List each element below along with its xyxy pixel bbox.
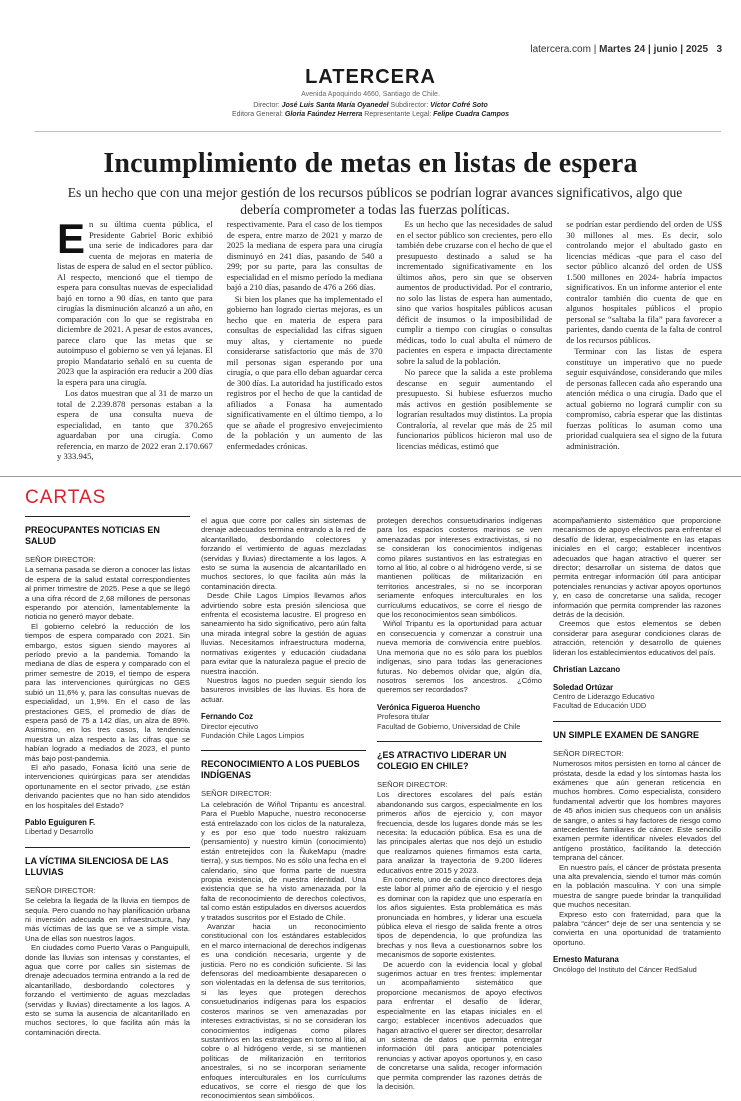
section-divider	[0, 476, 741, 477]
editorial-deck: Es un hecho que con una mejor gestión de los recursos públicos se podrían lograr avances significativos, algo que debería comprometer a todas las fuerzas políticas.	[67, 185, 683, 217]
letter-signature: Ernesto Maturana Oncólogo del Instituto del Cáncer RedSalud	[553, 955, 697, 974]
drop-cap: E	[57, 215, 86, 262]
letter-title: RECONOCIMIENTO A LOS PUEBLOS INDÍGENAS	[201, 750, 366, 781]
section-title: CARTAS	[25, 487, 107, 508]
divider	[35, 131, 721, 132]
editorial-column: respectivamente. Para el caso de los tiempos de espera, entre marzo de 2021 y marzo de 2025 la mediana de espera para una cirugía disminuyó en 241 días, pasando de 540 a 299; por su parte, para las consultas de especialidad en el mismo período la mediana bajó a 210 días, pasando de 476 a 266 días. Si bien los planes que ha implementado el gobierno han logrado ciertas mejoras, es un hecho que en materia de espera para consultas de especialidad las cifras siguen muy altas, y ciertamente no puede considerarse satisfactorio que más de 370 mil personas sigan esperando por una cirugía, o que para ello deban aguardar cerca de 300 días. La autoridad ha justificado estos registros por el hecho de que la cantidad de afiliados a Fonasa ha aumentado significativamente en el último tiempo, a lo que se añade el progresivo envejecimiento de la población y un aumento de las enfermedades crónicas.	[226, 219, 383, 451]
editorial-column: En su última cuenta pública, el Presidente Gabriel Boric exhibió una serie de indicadores para dar cuenta de mejoras en materia de listas de espera de salud en el sector público. Al respecto, mencionó que el tiempo de espera para consultas nuevas de especialidad bajó en torno a 90 días, en tanto que para cirugías la disminución alcanzó a un año, en comparación con lo que se registraba en diciembre de 2021. A pesar de estos avances, parece claro que las metas que se autoimpuso el gobierno se ven yá lejanas. El propio Mandatario señaló en su cuenta de 2023 que la aspiración era reducir a 200 días la espera para una cirugía. Los datos muestran que al 31 de marzo un total de 2.239.878 personas estaban a la espera de una consulta nueva de especialidad, en tanto que 370.265 aguardaban por una cirugía. Como referencia, en marzo de 2022 eran 2.170.667 y 333.945,	[57, 215, 213, 461]
letter-signature: Verónica Figueroa Huencho Profesora titular Facultad de Gobierno, Universidad de Chile	[377, 702, 521, 731]
editorial-column: se podrían estar perdiendo del orden de US$ 30 millones al mes. Es decir, solo controlando mejor el abultado gasto en licencias médicas -que para el caso del sector público alcanzó del orden de US$ 1.500 millones en 2024- habría impactos significativos. En un informe anterior el ente contralor también dio cuenta de que en algunos hospitales públicos el propio personal se “saltaba la fila” para favorecer a parientes, dando cuenta de la falta de control de los recursos públicos. Terminar con las listas de espera constituye un imperativo que no puede seguir esquivándose, considerando que miles de personas fallecen cada año esperando una atención médica o una cirugía. Dado que el actual gobierno no logrará cumplir con su compromiso, cabría esperar que las distintas fuerzas políticas lo asuman como una prioridad cualquiera sea el signo de la futura administración.	[566, 219, 722, 451]
editorial-headline: Incumplimiento de metas en listas de espera	[103, 148, 638, 179]
page-number: 3	[716, 44, 722, 55]
letter-title: PREOCUPANTES NOTICIAS EN SALUD	[25, 516, 190, 547]
page-header: latercera.com | Martes 24 | junio | 2025 3	[530, 44, 722, 55]
letter-title: ¿ES ATRACTIVO LIDERAR UN COLEGIO EN CHILE?	[377, 741, 542, 772]
masthead	[0, 66, 741, 119]
letter-signature: Christian Lazcano Soledad Ortúzar Centro de Liderazgo Educativo Facultad de Educación UDD	[553, 665, 655, 711]
letter-title: LA VÍCTIMA SILENCIOSA DE LAS LLUVIAS	[25, 847, 190, 878]
editorial-body	[57, 215, 722, 462]
letter-signature: Fernando Coz Director ejecutivo Fundación Chile Lagos Limpios	[201, 712, 305, 740]
issue-date: Martes 24 | junio | 2025	[599, 44, 709, 55]
letter-title: UN SIMPLE EXAMEN DE SANGRE	[553, 721, 721, 741]
site-name[interactable]: latercera.com	[530, 44, 591, 55]
letters-column: PREOCUPANTES NOTICIAS EN SALUD SEÑOR DIRECTOR: La semana pasada se dieron a conocer las listas de espera de la salud estatal correspondientes al primer trimestre de 2025. Pese a que se llegó a una cifra récord de 2,68 millones de personas esperando por atención, lamentablemente la noticia no generó mayor debate. El gobierno celebró la reducción de los tiempos de espera comparado con 2021. Sin embargo, estos siguen siendo mayores al período previo a la pandemia. Tomando la mediana de días de espera y comparado con el primer semestre de 2019, el tiempo de espera para las intervenciones quirúrgicas no GES subió un 11,6% y, para las consultas nuevas de especialidad, un 1,9%. En el caso de las prestaciones GES, el promedio de días de espera pasó de 75 a 142 días, un alza de 89%. Asimismo, en los tres casos, la tendencia muestra un alza respecto a las cifras que se habían logrado a mediados de 2023, el punto más bajo post-pandemia. El año pasado, Fonasa licitó una serie de intervenciones quirúrgicas para ser atendidas oportunamente en el sector privado, ¿se están derivando pacientes que no han sido atendidos en los hospitales del Estado? Pablo Eguiguren F. Libertad y Desarrollo LA VÍCTIMA SILENCIOSA DE LAS LLUVIAS SEÑOR DIRECTOR: Se celebra la llegada de la lluvia en tiempos de sequía. Pero cuando no hay planificación urbana ni inversión adecuada en infraestructura, hay más víctimas de las que se ve a simple vista. Una de ellas son nuestros lagos. En ciudades como Puerto Varas o Panguipulli, donde las lluvias son intensas y constantes, el agua que corre por calles sin sistemas de drenaje adecuados termina entrando a la red de alcantarillado, desbordando colectores y forzando el vertimiento de aguas mezcladas (servidas y lluvias) directamente a los lagos. A esto se suma la ausencia de alcantarillado en muchos sectores, lo que facilita aún más la contaminación directa.	[25, 516, 190, 1024]
letters-section	[25, 516, 722, 1101]
staff-credits: Director: José Luis Santa María Oyanedel Subdirector: Víctor Cofré Soto Editora General: Gloria Faúndez Herrera Representante Legal: Felipe Cuadra Campos	[231, 102, 510, 118]
newspaper-logo[interactable]: LATERCERA	[305, 66, 436, 88]
letters-column: el agua que corre por calles sin sistemas de drenaje adecuados termina entrando a la red de alcantarillado, desbordando colectores y forzando el vertimiento de aguas mezcladas (servidas y lluvias) directamente a los lagos. A esto se suma la ausencia de alcantarillado en muchos sectores, lo que facilita aún más la contaminación directa. Desde Chile Lagos Limpios llevamos años advirtiendo sobre esta presión silenciosa que enfrenta el ecosistema lacustre. El progreso en saneamiento ha sido significativo, pero aún falta una mirada integral sobre la gestión de aguas lluvias. Necesitamos infraestructura moderna, normativas exigentes y educación ciudadana para evitar que la naturaleza pague el precio de nuestra inacción. Nuestros lagos no pueden seguir siendo los basureros invisibles de las lluvias. Es hora de actuar. Fernando Coz Director ejecutivo Fundación Chile Lagos Limpios RECONOCIMIENTO A LOS PUEBLOS INDÍGENAS SEÑOR DIRECTOR: La celebración de Wiñol Tripantu es ancestral. Para el Pueblo Mapuche, nuestro reconocerse está entrelazado con los ciclos de la naturaleza, y es por eso que todo nuestro rakizuam (pensamiento) y nuestro kimün (conocimiento) están entretejidos con la ÑukeMapu (madre tierra), y sus tiempos. No es sólo una fecha en el calendario, sino que forma parte de nuestra propia existencia, de nuestra identidad. Una existencia que se ha visto amenazada por la falta de reconocimiento de derechos colectivos, tal como están estipulados en diversos acuerdos y tratados suscritos por el Estado de Chile. Avanzar hacia un reconocimiento constitucional con los estándares establecidos en el marco internacional de derechos indígenas es una condición necesaria, urgente y de justicia. Pero no es condición suficiente. Si las defensoras del medioambiente desaparecen o son violentadas en la defensa de sus territorios, si las leyes que protegen derechos consuetudinarios indígenas para los espacios costeros marinos se ven amenazadas por intereses extractivistas, si no se consideran los conocimientos indígenas como pilares sustantivos en las estrategias en torno al litio, al cobre o al hidrógeno verde, si se mantienen políticas de militarización en territorios ancestrales, si no se incorporan seriamente enfoques interculturales en los currículums educativos, se corre el riesgo de que los reconocimientos sean simbólicos.	[201, 516, 366, 1101]
letters-column: protegen derechos consuetudinarios indígenas para los espacios costeros marinos se ven amenazadas por intereses extractivistas, si no se consideran los conocimientos indígenas como pilares sustantivos en las estrategias en torno al litio, al cobre o al hidrógeno verde, si se mantienen políticas de militarización en territorios ancestrales, si no se incorporan seriamente enfoques interculturales en los currículums educativos, se corre el riesgo de que los reconocimientos sean simbólicos. Wiñol Tripantu es la oportunidad para actuar en consecuencia y comenzar a construir una nueva memoria de convivencia entre pueblos. Una memoria que no es sólo para los pueblos indígenas, sino para todas las generaciones futuras. No debemos olvidar que, algún día, nosotros seremos los ancestros. ¿Cómo queremos ser recordados? Verónica Figueroa Huencho Profesora titular Facultad de Gobierno, Universidad de Chile ¿ES ATRACTIVO LIDERAR UN COLEGIO EN CHILE? SEÑOR DIRECTOR: Los directores escolares del país están abandonando sus cargos, especialmente en los primeros años de ejercicio y, con mayor frecuencia, desde los lugares donde más se les necesita: la educación pública. Esa es una de las principales alertas que nos dejó un estudio que realizamos quienes firmamos esta carta, para analizar la trayectoria de 9.200 líderes educativos entre 2015 y 2023. En concreto, uno de cada cinco directores deja este labor al primer año de ejercicio y el riesgo es dominar con la rapidez que uno esperaría en los años siguientes. Esta problemática es más pronunciada en hombres, y liderar una escuela pública eleva el riesgo de salida frente a otros tipos de dependencia, lo que profundiza las brechas y nos lleva a cuestionarnos sobre los mecanismos de soporte existentes. De acuerdo con la evidencia local y global sugerimos actuar en tres frentes: implementar un acompañamiento sistemático que proporcione mecanismos de apoyo efectivos para enfrentar el desafío de liderar, especialmente en las etapas iniciales en el cargo; establecer incentivos adecuados que hagan atractivo el querer ser director; desarrollar un sistema de datos que permita entregar información útil para anticipar potenciales renuncias y activar apoyos oportunos y, en caso de concretarse una salida, recoger información que permita comprender las razones detrás de la decisión.	[377, 516, 542, 1091]
letters-column: acompañamiento sistemático que proporcione mecanismos de apoyo efectivos para enfrentar el desafío de liderar, especialmente en las etapas iniciales en el cargo; establecer incentivos adecuados que hagan atractivo el querer ser director; desarrollar un sistema de datos que permita entregar información útil para anticipar potenciales renuncias y activar apoyos oportunos y, en caso de concretarse una salida, recoger información que permita comprender las razones detrás de la decisión. Creemos que estos elementos se deben considerar para asegurar condiciones claras de atracción, retención y desarrollo de quienes lideran los establecimientos educativos del país. Christian Lazcano Soledad Ortúzar Centro de Liderazgo Educativo Facultad de Educación UDD UN SIMPLE EXAMEN DE SANGRE SEÑOR DIRECTOR: Numerosos mitos persisten en torno al cáncer de próstata, desde la edad y los síntomas hasta los exámenes que aún generan reticencia en muchos hombres. Como especialista, considero fundamental advertir que los hombres mayores de 45 años inicien sus chequeos con un análisis de sangre, o antes si hay factores de riesgo como antecedentes familiares de cáncer. Este sencillo examen permite identificar niveles elevados del antígeno prostático, facilitando la detección temprana del cáncer. En nuestro país, el cáncer de próstata presenta una alta prevalencia, siendo el tumor más común en la población masculina. Y con una simple muestra de sangre puede brindar la tranquilidad que muchos necesitan. Expreso esto con fraternidad, para que la palabra “cáncer” deje de ser una sentencia y se convierta en una oportunidad de tratamiento oportuno. Ernesto Maturana Oncólogo del Instituto del Cáncer RedSalud	[553, 516, 722, 974]
letter-signature: Pablo Eguiguren F. Libertad y Desarrollo	[25, 817, 96, 837]
editorial-column: Es un hecho que las necesidades de salud en el sector público son crecientes, pero ello también debe cruzarse con el hecho de que el presupuesto destinado a salud se ha incrementado significativamente en los últimos años, pero sin que se observen aumentos de productividad. Por el contrario, no solo las listas de espera han aumentado, sino que varios hospitales públicos acusan déficit de insumos o la imposibilidad de cumplir a tiempo con cirugías o consultas médicas, todo lo cual abulta el número de pacientes en espera e impacta directamente sobre la salud de la población. No parece que la salida a este problema descanse en seguir aumentando el presupuesto. Si hubiese esfuerzos mucho más activos en gestión posiblemente se lograrían resultados muy distintos. La propia Contraloría, al revelar que más de 25 mil funcionarios públicos hicieron mal uso de licencias médicas, estimó que	[396, 219, 553, 451]
address: Avenida Apoquindo 4660, Santiago de Chile.	[301, 91, 440, 98]
